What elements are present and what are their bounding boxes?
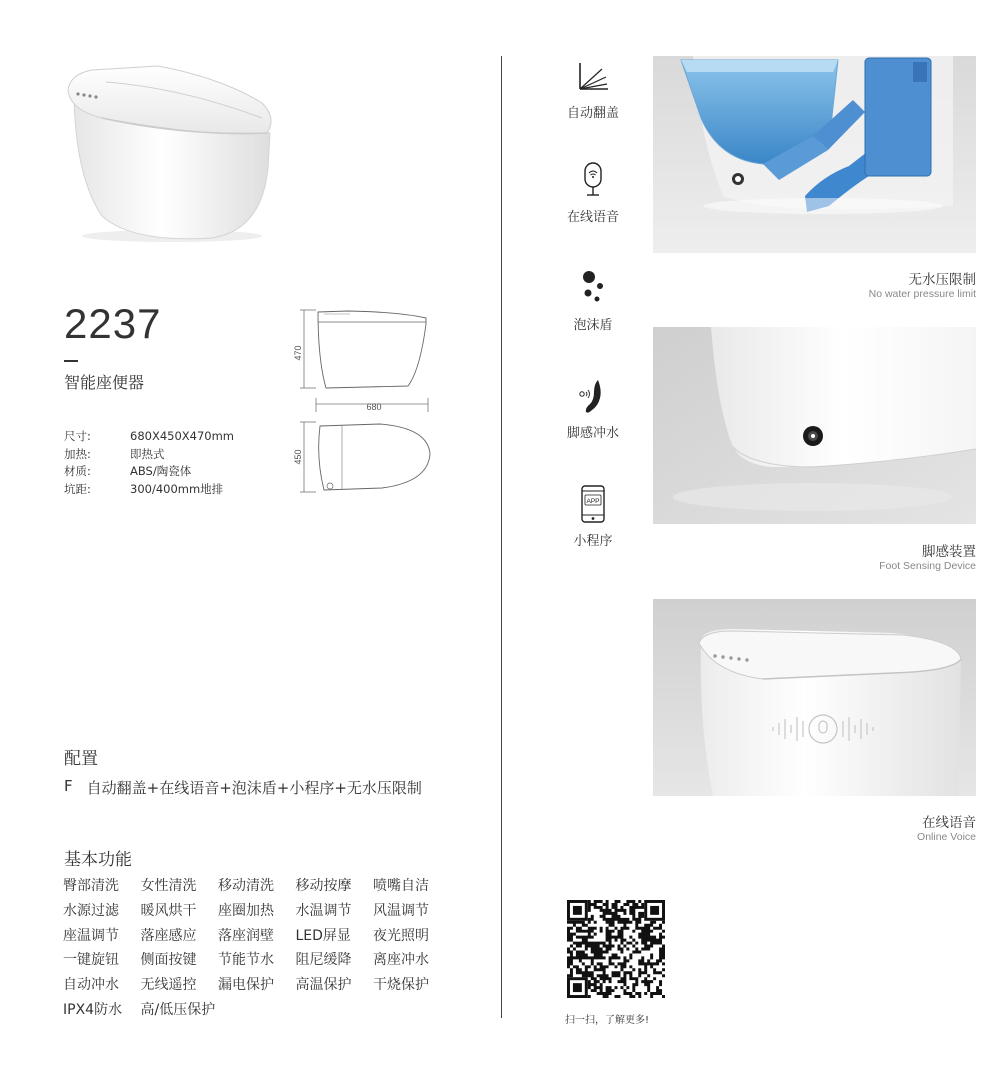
photo-foot-sensor [653, 327, 976, 524]
lid-flip-icon [573, 56, 613, 96]
function-item: 座圈加热 [218, 902, 274, 919]
spec-row [64, 428, 234, 446]
function-item: 风温调节 [373, 902, 429, 919]
function-item: 移动清洗 [218, 878, 274, 894]
function-item: 阻尼缓降 [295, 952, 352, 969]
title-dash [64, 360, 78, 362]
function-item: 落座感应 [140, 927, 197, 944]
caption-cn: 脚感装置 [922, 544, 976, 560]
column-divider [501, 56, 502, 1018]
feature-auto-lid [553, 56, 633, 121]
photo-flush-cutaway [653, 56, 976, 253]
feature-label: 在线语音 [566, 210, 619, 225]
spec-list [64, 428, 234, 498]
width-dim-label: 450 [293, 449, 303, 465]
qr-code[interactable] [567, 900, 665, 998]
function-item: 干烧保护 [373, 977, 429, 994]
function-item: 高温保护 [295, 977, 352, 994]
function-item: LED屏显 [295, 927, 351, 944]
spec-value: 即热式 [130, 446, 165, 461]
height-dim-label: 470 [293, 345, 303, 361]
microphone-icon [573, 160, 613, 200]
function-item: 离座冲水 [373, 952, 429, 969]
function-item: 节能节水 [218, 952, 274, 969]
function-item: 无线遥控 [140, 977, 197, 994]
spec-label: 坑距: [64, 481, 91, 496]
caption-foot-sensing [879, 540, 976, 572]
caption-en: No water pressure limit [868, 288, 976, 300]
spec-label: 加热: [64, 446, 91, 461]
function-item: 夜光照明 [373, 927, 429, 944]
function-item: 一键旋钮 [63, 952, 119, 969]
feature-online-voice [553, 160, 633, 225]
length-dim-label: 680 [366, 402, 382, 412]
function-item: 臀部清洗 [63, 878, 119, 894]
function-item: 自动冲水 [63, 977, 119, 994]
function-item: 漏电保护 [218, 977, 274, 994]
feature-label: 脚感冲水 [566, 426, 619, 441]
foot-sensor-icon [573, 376, 613, 416]
qr-finder-mark [646, 901, 664, 919]
feature-foam-shield [553, 268, 633, 333]
feature-label: 小程序 [573, 534, 613, 549]
product-name: 智能座便器 [64, 373, 145, 392]
function-grid [63, 878, 451, 1019]
caption-en: Foot Sensing Device [879, 560, 976, 572]
caption-cn: 在线语音 [922, 815, 976, 831]
function-item: 侧面按键 [140, 952, 197, 969]
spec-value: 300/400mm地排 [130, 481, 224, 496]
function-item: 座温调节 [63, 927, 119, 944]
caption-no-water-pressure [869, 268, 976, 300]
feature-foot-flush [553, 376, 633, 441]
spec-value: ABS/陶瓷体 [130, 464, 192, 478]
caption-online-voice [917, 811, 976, 843]
function-item: 高/低压保护 [140, 1001, 216, 1018]
qr-caption: 扫一扫，了解更多! [565, 1015, 650, 1026]
function-item: 移动按摩 [295, 878, 352, 894]
config-line [64, 777, 422, 798]
spec-value: 680X450X470mm [130, 429, 235, 443]
function-item: 喷嘴自洁 [373, 878, 429, 894]
product-image [62, 58, 277, 248]
function-item: IPX4防水 [63, 1001, 123, 1018]
config-title: 配置 [64, 749, 98, 769]
function-item: 女性清洗 [140, 878, 197, 894]
qr-finder-mark [568, 979, 586, 997]
feature-label: 泡沫盾 [573, 318, 613, 333]
spec-label: 尺寸: [64, 429, 91, 443]
caption-en: Online Voice [917, 831, 976, 843]
photo-online-voice [653, 599, 976, 796]
spec-label: 材质: [64, 464, 91, 478]
function-item: 水源过滤 [63, 902, 119, 919]
feature-label: 自动翻盖 [566, 106, 619, 121]
dimension-drawing [290, 300, 440, 500]
function-item: 落座润壁 [218, 927, 274, 944]
spec-row [64, 481, 234, 499]
spec-row [64, 463, 234, 481]
feature-mini-program [553, 484, 633, 549]
config-code: F [64, 777, 73, 795]
functions-title: 基本功能 [64, 850, 132, 870]
function-item: 暖风烘干 [140, 902, 197, 919]
config-text: 自动翻盖+在线语音+泡沫盾+小程序+无水压限制 [86, 779, 422, 797]
app-phone-icon [573, 484, 613, 524]
qr-finder-mark [568, 901, 586, 919]
foam-bubbles-icon [573, 268, 613, 308]
app-badge-text: APP [586, 498, 600, 505]
caption-cn: 无水压限制 [908, 272, 976, 288]
function-item: 水温调节 [295, 902, 352, 919]
spec-row [64, 446, 234, 464]
model-number: 2237 [64, 300, 162, 347]
